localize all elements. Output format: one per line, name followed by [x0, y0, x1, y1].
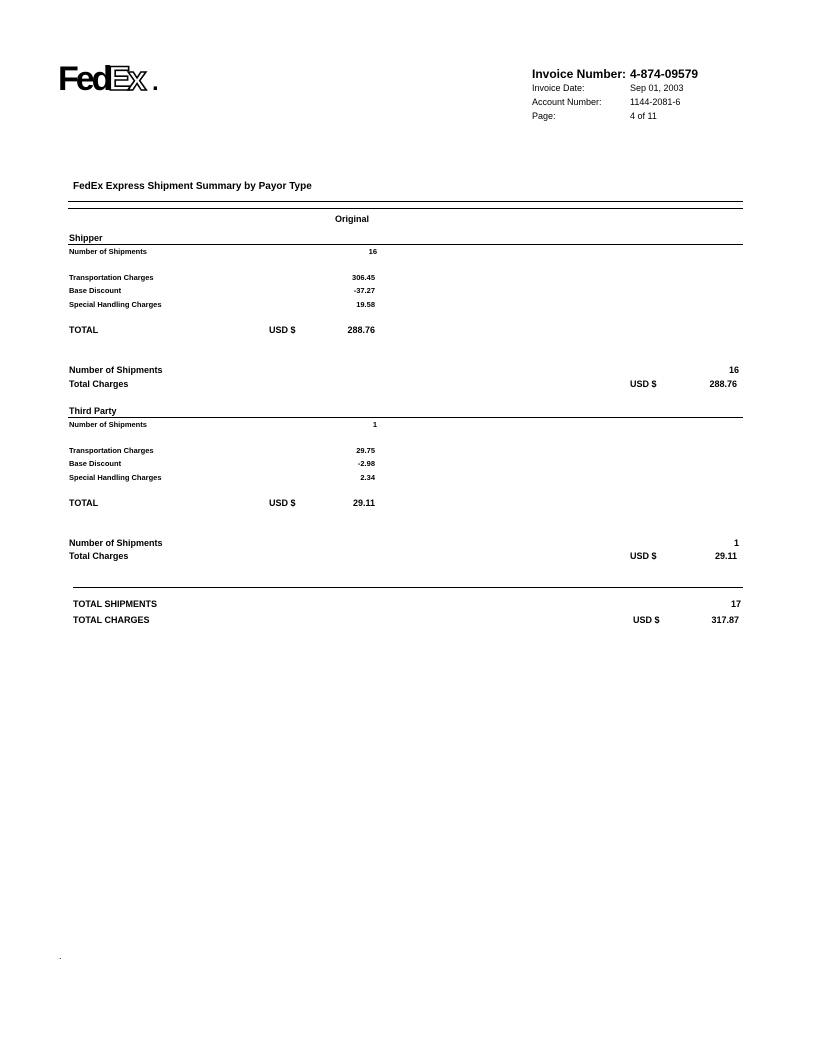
logo-dot-text: . [152, 69, 159, 96]
grand-total-rule [73, 587, 743, 588]
account-number-label: Account Number: [532, 97, 602, 107]
grand-shipments-value: 17 [730, 599, 741, 609]
grand-charges-value: 317.87 [711, 615, 739, 625]
num-shipments-value: 1 [372, 420, 377, 429]
logo-fed-text: Fed [58, 60, 110, 96]
footer-mark: . [59, 951, 62, 961]
invoice-number-label: Invoice Number: [532, 67, 627, 81]
charge-value: -37.27 [353, 286, 375, 295]
num-shipments-label: Number of Shipments [69, 420, 147, 429]
charge-label: Transportation Charges [69, 446, 154, 455]
num-shipments-label: Number of Shipments [69, 247, 147, 256]
summary-charges-label: Total Charges [69, 551, 129, 561]
summary-charges-value: 288.76 [709, 379, 737, 389]
grand-charges-label: TOTAL CHARGES [73, 615, 150, 625]
charge-value: 2.34 [360, 473, 375, 482]
grand-currency: USD $ [633, 615, 660, 625]
charge-value: -2.98 [357, 459, 375, 468]
account-number-value: 1144-2081-6 [630, 97, 681, 107]
total-label: TOTAL [69, 325, 99, 335]
column-header-original: Original [335, 214, 370, 224]
num-shipments-value: 16 [368, 247, 377, 256]
fedex-logo [58, 60, 163, 96]
invoice-number-value: 4-874-09579 [630, 67, 699, 81]
total-value: 288.76 [347, 325, 375, 335]
charge-label: Transportation Charges [69, 273, 154, 282]
charge-label: Base Discount [69, 286, 122, 295]
section-title-shipper: Shipper [69, 233, 103, 243]
invoice-date-value: Sep 01, 2003 [630, 83, 684, 93]
charge-label: Base Discount [69, 459, 122, 468]
invoice-date-label: Invoice Date: [532, 83, 585, 93]
summary-charges-value: 29.11 [714, 551, 737, 561]
total-label: TOTAL [69, 498, 99, 508]
summary-shipments-value: 1 [733, 538, 739, 548]
section-rule [68, 417, 743, 418]
charge-value: 306.45 [352, 273, 375, 282]
page-value: 4 of 11 [630, 111, 657, 121]
charge-value: 19.58 [356, 300, 375, 309]
page-title: FedEx Express Shipment Summary by Payor Type [73, 181, 312, 192]
charge-value: 29.75 [356, 446, 375, 455]
summary-shipments-label: Number of Shipments [69, 365, 163, 375]
charge-label: Special Handling Charges [69, 473, 162, 482]
total-currency: USD $ [269, 325, 296, 335]
total-value: 29.11 [352, 498, 375, 508]
section-rule [68, 244, 743, 245]
summary-shipments-value: 16 [728, 365, 739, 375]
logo-ex-text: Ex [108, 60, 144, 96]
summary-currency: USD $ [630, 379, 657, 389]
top-rule-1 [68, 201, 743, 202]
grand-shipments-label: TOTAL SHIPMENTS [73, 599, 158, 609]
top-rule-2 [68, 208, 743, 209]
summary-charges-label: Total Charges [69, 379, 129, 389]
summary-shipments-label: Number of Shipments [69, 538, 163, 548]
total-currency: USD $ [269, 498, 296, 508]
charge-label: Special Handling Charges [69, 300, 162, 309]
section-title-third-party: Third Party [69, 406, 117, 416]
summary-currency: USD $ [630, 551, 657, 561]
page-label: Page: [532, 111, 556, 121]
